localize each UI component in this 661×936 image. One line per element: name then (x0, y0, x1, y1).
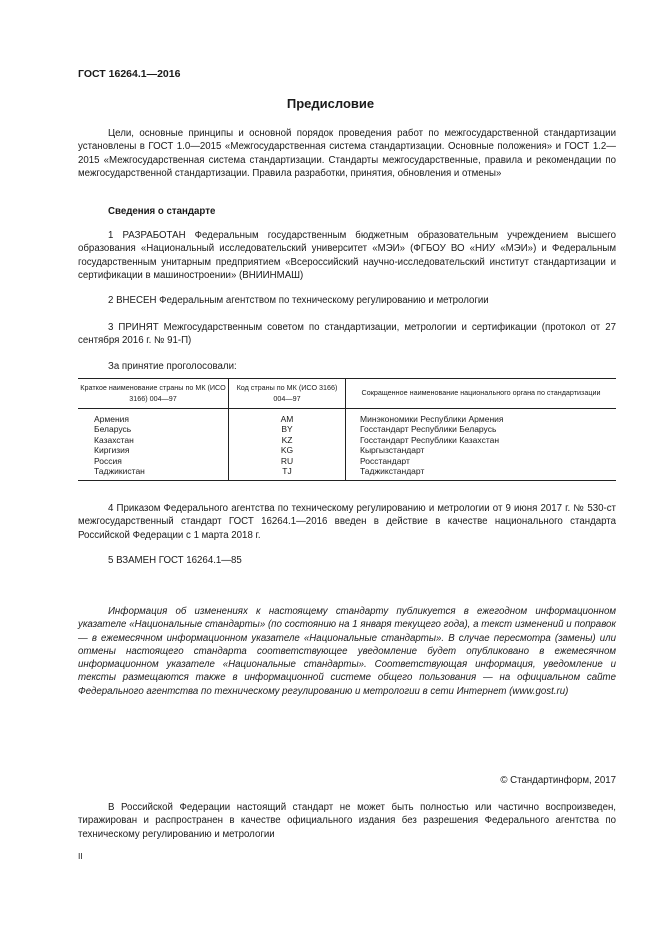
table-row (78, 445, 616, 455)
gost-header: ГОСТ 16264.1—2016 (78, 68, 181, 80)
cell-code: TJ (229, 466, 346, 481)
cell-country: Таджикистан (78, 466, 229, 481)
table-header-country: Краткое наименование страны по МК (ИСО 3166) 004—97 (78, 379, 229, 409)
table-header-code: Код страны по МК (ИСО 3166) 004—97 (229, 379, 346, 409)
item-1-paragraph: 1 РАЗРАБОТАН Федеральным государственным бюджетным образовательным учреждением высшего образования «Национальный исследовательский университет «МЭИ» (ФГБОУ ВО «НИУ «МЭИ») и Федеральным государственным унитарным предприятием «Всероссийский научно-исследовательский институт стандартизации и сертификации в машиностроении» (ВНИИНМАШ) (78, 230, 616, 281)
cell-body: Минэкономики Республики Армения (360, 414, 504, 424)
section-title: Сведения о стандарте (108, 206, 216, 217)
table-row (78, 409, 616, 425)
page-number: II (78, 851, 83, 861)
table-row (78, 456, 616, 466)
cell-country: Киргизия (78, 445, 229, 455)
page-title: Предисловие (286, 96, 375, 111)
item-5-paragraph: 5 ВЗАМЕН ГОСТ 16264.1—85 (108, 555, 242, 566)
cell-code: AM (229, 409, 346, 425)
cell-body: Кыргызстандарт (360, 445, 425, 456)
cell-body: Госстандарт Республики Казахстан (360, 434, 500, 445)
cell-code: BY (229, 424, 346, 434)
rights-paragraph: В Российской Федерации настоящий стандарт не может быть полностью или частично воспроизведен, тиражирован и распространен в качестве официального издания без разрешения Федерального агентства по техническому регулированию и метрологии (78, 802, 616, 840)
cell-country: Беларусь (78, 424, 229, 434)
voted-label: За принятие проголосовали: (108, 361, 237, 372)
cell-code: KG (229, 445, 346, 455)
table-row (78, 466, 616, 481)
cell-body: Таджикстандарт (346, 466, 617, 481)
table-header-row (78, 379, 616, 409)
voting-table (78, 378, 616, 481)
cell-country: Россия (78, 456, 229, 466)
table-row (78, 435, 616, 445)
item-3-paragraph: 3 ПРИНЯТ Межгосударственным советом по стандартизации, метрологии и сертификации (протокол от 27 сентября 2016 г. № 91-П) (78, 322, 616, 347)
cell-body: Госстандарт Республики Беларусь (360, 424, 497, 435)
copyright-line: © Стандартинформ, 2017 (500, 775, 616, 786)
table-row (78, 424, 616, 434)
cell-code: KZ (229, 435, 346, 445)
item-2-paragraph: 2 ВНЕСЕН Федеральным агентством по техническому регулированию и метрологии (108, 295, 489, 306)
table-header-body: Сокращенное наименование национального органа по стандартизации (346, 379, 617, 409)
cell-country: Казахстан (78, 435, 229, 445)
change-info-paragraph: Информация об изменениях к настоящему стандарту публикуется в ежегодном информационном указателе «Национальные стандарты» (по состоянию на 1 января текущего года), а текст изменений и поправок — в ежемесячном информационном указателе «Национальные стандарты». В случае пересмотра (замены) или отмены настоящего стандарта соответствующее уведомление будет опубликовано в ежемесячном информационном указателе «Национальные стандарты». Соответствующая информация, уведомление и тексты размещаются также в информационной системе общего пользования — на официальном сайте Федерального агентства по техническому регулированию и метрологии в сети Интернет (www.gost.ru) (78, 606, 616, 697)
item-4-paragraph: 4 Приказом Федерального агентства по техническому регулированию и метрологии от 9 июня 2017 г. № 530-ст межгосударственный стандарт ГОСТ 16264.1—2016 введен в действие в качестве национального стандарта Российской Федерации с 1 марта 2018 г. (78, 503, 616, 541)
cell-code: RU (229, 456, 346, 466)
cell-body: Росстандарт (360, 455, 410, 466)
cell-country: Армения (78, 409, 229, 425)
intro-paragraph: Цели, основные принципы и основной порядок проведения работ по межгосударственной стандартизации установлены в ГОСТ 1.0—2015 «Межгосударственная система стандартизации. Основные положения» и ГОСТ 1.2—2015 «Межгосударственная система стандартизации. Стандарты межгосударственные, правила и рекомендации по межгосударственной стандартизации. Правила разработки, принятия, обновления и отмены» (78, 128, 616, 179)
